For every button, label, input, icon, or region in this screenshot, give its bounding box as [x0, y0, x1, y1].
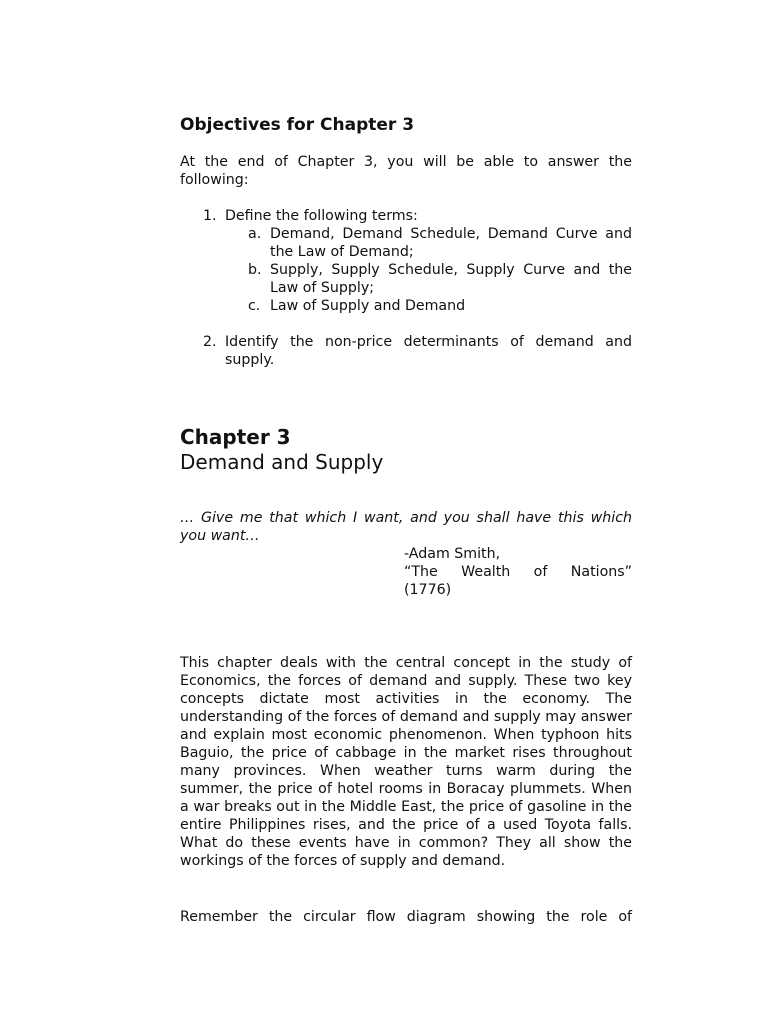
quote-year: (1776)	[404, 582, 452, 598]
objectives-intro: At the end of Chapter 3, you will be able to answer the following:	[180, 154, 632, 188]
objective-item-2	[203, 333, 632, 369]
objectives-heading: Objectives for Chapter 3	[180, 115, 415, 135]
epigraph-quote: … Give me that which I want, and you shall have this which you want…	[180, 510, 632, 544]
sub-letter: a.	[248, 226, 262, 242]
chapter-title: Demand and Supply	[180, 450, 384, 474]
subitem-text: Law of Supply and Demand	[270, 298, 466, 314]
objective-subitem-a	[248, 225, 632, 261]
subitem-text: Supply, Supply Schedule, Supply Curve and the Law of Supply;	[270, 262, 632, 296]
objective-item-text: Define the following terms:	[225, 208, 418, 224]
list-number: 1.	[203, 208, 217, 224]
objective-subitem-b	[248, 261, 632, 297]
sub-letter: c.	[248, 298, 261, 314]
subitem-text: Demand, Demand Schedule, Demand Curve and the Law of Demand;	[270, 226, 632, 260]
objective-subitem-c	[248, 297, 632, 315]
quote-author: -Adam Smith,	[404, 546, 501, 562]
list-number: 2.	[203, 334, 217, 350]
objective-item-1	[203, 207, 632, 225]
quote-source: “The Wealth of Nations”	[404, 564, 632, 580]
body-paragraph-2: Remember the circular flow diagram showing the role of	[180, 909, 632, 925]
body-paragraph-1: This chapter deals with the central concept in the study of Economics, the forces of demand and supply. These two key concepts dictate most activities in the economy. The understanding of the forces of demand and supply may answer and explain most economic phenomenon. When typhoon hits Baguio, the price of cabbage in the market rises throughout many provinces. When weather turns warm during the summer, the price of hotel rooms in Boracay plummets. When a war breaks out in the Middle East, the price of gasoline in the entire Philippines rises, and the price of a used Toyota falls. What do these events have in common? They all show the workings of the forces of supply and demand.	[180, 655, 632, 869]
objective-item-text: Identify the non-price determinants of demand and supply.	[225, 334, 632, 368]
sub-letter: b.	[248, 262, 262, 278]
chapter-label: Chapter 3	[180, 425, 291, 449]
